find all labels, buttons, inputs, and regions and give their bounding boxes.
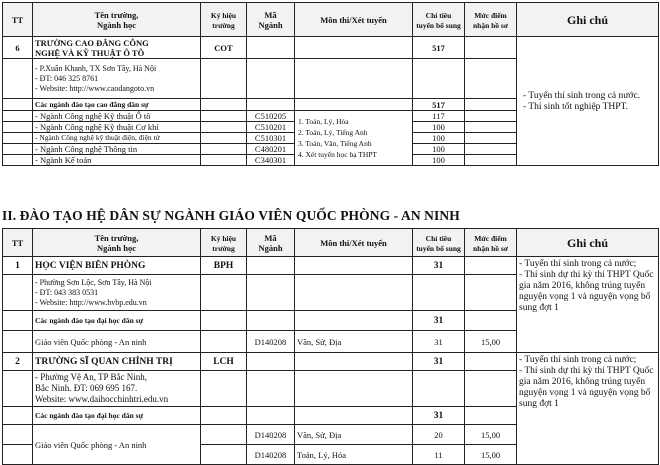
col-name: Tên trường, Ngành học [33,3,201,37]
school-website: - Website: http://www.hvbp.edu.vn [35,297,147,307]
subjects-list: 1. Toán, Lý, Hóa 2. Toán, Lý, Tiếng Anh 3. Toán, Văn, Tiếng Anh 4. Xét tuyển học bạ THPT [295,111,413,166]
major-name: - Ngành Kế toán [33,155,201,166]
col-score: Mức điểm nhận hồ sơ [465,3,517,37]
group-quota: 31 [413,311,465,331]
major-code: D140208 [247,425,295,445]
school-address: - Phường Sơn Lộc, Sơn Tây, Hà Nội - ĐT: 043 383 0531 - Website: http://www.hvbp.edu.vn [33,275,201,311]
section-title: II. ĐÀO TẠO HỆ DÂN SỰ NGÀNH GIÁO VIÊN QUỐC PHÒNG - AN NINH [2,208,460,223]
major-subjects: Văn, Sử, Địa [295,425,413,445]
col-tt: TT [3,3,33,37]
table-cao-dang [2,2,659,166]
col-subjects: Môn thi/Xét tuyển [295,229,413,257]
table-giao-vien-qpan [2,228,659,465]
school-quota: 31 [413,353,465,371]
group-quota: 517 [413,99,465,111]
major-quota: 100 [413,122,465,133]
major-name: - Ngành Công nghệ Kỹ thuật Cơ khí [33,122,201,133]
school-code: LCH [201,353,247,371]
major-quota: 20 [413,425,465,445]
school-row [3,257,659,275]
major-quota: 100 [413,133,465,144]
note-line: - Thí sinh dự thi kỳ thi THPT Quốc gia năm 2016, không trúng tuyển nguyện vọng 1 và nguyện vọng bổ sung đợt 1 [519,270,654,313]
group-quota: 31 [413,407,465,425]
major-quota: 31 [413,331,465,353]
major-name: - Ngành Công nghệ Thông tin [33,144,201,155]
col-notes: Ghi chú [517,229,659,257]
major-subjects: Văn, Sử, Địa [295,331,413,353]
school-code: COT [201,37,247,59]
col-score: Mức điểm nhận hồ sơ [465,229,517,257]
major-subjects: Toán, Lý, Hóa [295,445,413,465]
col-quota: Chỉ tiêu tuyển bổ sung [413,229,465,257]
school-name: TRƯỜNG SĨ QUAN CHÍNH TRỊ [33,353,201,371]
header-row [3,229,659,257]
major-score: 15,00 [465,425,517,445]
note-line: - Thí sinh dự thi kỳ thi THPT Quốc gia năm 2016, không trúng tuyển nguyện vọng 1 và nguyện vọng bổ sung đợt 1 [519,366,654,409]
major-name: - Ngành Công nghệ Kỹ thuật Ô tô [33,111,201,122]
major-score: 15,00 [465,445,517,465]
col-notes: Ghi chú [517,3,659,37]
school-name: TRƯỜNG CAO ĐẲNG CÔNG NGHỆ VÀ KỸ THUẬT Ô TÔ [33,37,201,59]
col-tt: TT [3,229,33,257]
major-code: C480201 [247,144,295,155]
col-subjects: Môn thi/Xét tuyển [295,3,413,37]
note-line: - Tuyển thí sinh trong cả nước; [519,355,637,365]
school-quota: 517 [413,37,465,59]
notes-cell [517,257,659,353]
major-code: C340301 [247,155,295,166]
notes-cell [517,353,659,465]
school-row [3,353,659,371]
major-quota: 100 [413,155,465,166]
note-line: - Thí sinh tốt nghiệp THPT. [523,102,629,112]
major-code: C510205 [247,111,295,122]
school-row [3,37,659,59]
major-score: 15,00 [465,331,517,353]
col-major: Mã Ngành [247,3,295,37]
group-label: Các ngành đào tạo đại học dân sự [33,407,201,425]
school-code: BPH [201,257,247,275]
school-address: - P.Xuân Khanh, TX Sơn Tây, Hà Nội - ĐT: 046 325 8761 - Website: http://www.caodangoto.vn [33,59,201,99]
col-code: Ký hiệu trường [201,229,247,257]
school-tt: 1 [3,257,33,275]
group-label: Các ngành đào tạo cao đẳng dân sự [33,99,201,111]
school-website: Website: www.daihocchinhtri.edu.vn [35,394,169,404]
note-line: - Tuyển thí sinh trong cả nước; [519,259,637,269]
school-address: - Phường Vệ An, TP Bắc Ninh, Bắc Ninh. ĐT: 069 695 167. Website: www.daihocchinhtri.edu.vn [33,371,201,407]
major-quota: 117 [413,111,465,122]
school-name: HỌC VIỆN BIÊN PHÒNG [33,257,201,275]
major-code: D140208 [247,331,295,353]
col-name: Tên trường, Ngành học [33,229,201,257]
group-label: Các ngành đào tạo đại học dân sự [33,311,201,331]
major-name: - Ngành Công nghệ kỹ thuật điện, điện tử [33,133,201,144]
notes-cell [517,37,659,166]
school-website: - Website: http://www.caodangoto.vn [35,83,155,93]
school-quota: 31 [413,257,465,275]
school-tt: 6 [3,37,33,59]
major-code: D140208 [247,445,295,465]
major-name: Giáo viên Quốc phòng - An ninh [33,425,201,465]
col-quota: Chỉ tiêu tuyển bổ sung [413,3,465,37]
school-tt: 2 [3,353,33,371]
major-code: C510301 [247,133,295,144]
header-row [3,3,659,37]
col-code: Ký hiệu trường [201,3,247,37]
col-major: Mã Ngành [247,229,295,257]
major-name: Giáo viên Quốc phòng - An ninh [33,331,201,353]
major-quota: 11 [413,445,465,465]
major-quota: 100 [413,144,465,155]
note-line: - Tuyển thí sinh trong cả nước. [523,91,641,101]
major-code: C510201 [247,122,295,133]
